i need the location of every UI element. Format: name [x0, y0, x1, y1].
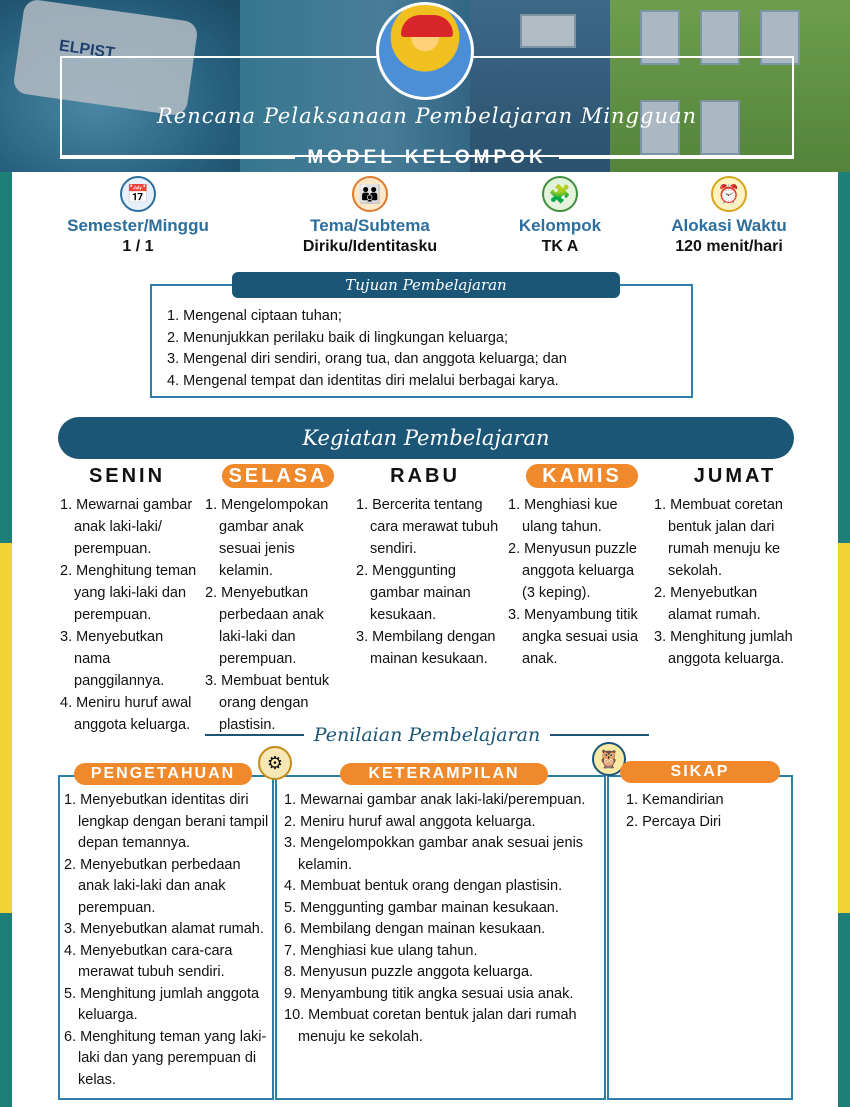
- list-item: 3. Mengenal diri sendiri, orang tua, dan anggota keluarga; dan: [167, 351, 567, 367]
- kegiatan-title: Kegiatan Pembelajaran: [58, 417, 794, 459]
- pengetahuan-list: [64, 790, 274, 1091]
- list-item: 3. Membuat bentuk orang dengan plastisin.: [205, 673, 330, 733]
- list-item: 2. Menghitung teman yang laki-laki dan perempuan.: [60, 563, 197, 623]
- penilaian-title: Penilaian Pembelajaran: [205, 722, 649, 748]
- left-decor-stripe: [0, 170, 12, 1107]
- list-item: 1. Mengelompokan gambar anak sesuai jenis kelamin.: [205, 497, 329, 579]
- list-item: 1. Mewarnai gambar anak laki-laki/ perempuan.: [60, 497, 193, 557]
- list-item: 3. Menyebutkan nama panggilannya.: [60, 629, 165, 689]
- list-item: 4. Mengenal tempat dan identitas diri melalui berbagai karya.: [167, 372, 559, 389]
- list-item: 2. Menyebutkan perbedaan anak laki-laki dan perempuan.: [205, 585, 324, 667]
- list-item: 2. Menyusun puzzle anggota keluarga (3 keping).: [508, 541, 637, 601]
- list-item: 5. Menggunting gambar mainan kesukaan.: [284, 899, 559, 916]
- info-semester: 📅 Semester/Minggu 1 / 1: [52, 176, 224, 256]
- kamis-list: [508, 494, 648, 670]
- pengetahuan-label: PENGETAHUAN: [74, 763, 252, 785]
- list-item: 8. Menyusun puzzle anggota keluarga.: [284, 964, 534, 980]
- list-item: 10. Membuat coretan bentuk jalan dari rumah menuju ke sekolah.: [284, 1007, 577, 1045]
- keterampilan-label: KETERAMPILAN: [340, 763, 548, 785]
- list-item: 2. Menyebutkan perbedaan anak laki-laki dan anak perempuan.: [64, 856, 241, 916]
- group-icon: 🧩: [542, 176, 578, 212]
- brain-gear-icon: ⚙: [258, 746, 292, 780]
- list-item: 2. Menunjukkan perilaku baik di lingkungan keluarga;: [167, 329, 508, 346]
- list-item: 4. Meniru huruf awal anggota keluarga.: [60, 695, 192, 733]
- sikap-list: [626, 790, 786, 833]
- list-item: 6. Membilang dengan mainan kesukaan.: [284, 921, 546, 937]
- day-jumat: JUMAT: [693, 465, 777, 487]
- info-kelompok: 🧩 Kelompok TK A: [505, 176, 615, 256]
- info-tema: 👪 Tema/Subtema Diriku/Identitasku: [272, 176, 468, 256]
- day-rabu: RABU: [390, 465, 460, 487]
- student-photo: [376, 2, 474, 100]
- list-item: 9. Menyambung titik angka sesuai usia anak.: [284, 985, 574, 1002]
- list-item: 3. Menyebutkan alamat rumah.: [64, 921, 264, 937]
- list-item: 3. Membilang dengan mainan kesukaan.: [356, 629, 496, 667]
- list-item: 1. Kemandirian: [626, 792, 724, 808]
- list-item: 2. Menggunting gambar mainan kesukaan.: [356, 563, 471, 623]
- sikap-label: SIKAP: [620, 761, 780, 783]
- senin-list: [60, 494, 200, 736]
- list-item: 1. Membuat coretan bentuk jalan dari rumah menuju ke sekolah.: [654, 497, 783, 579]
- list-item: 1. Bercerita tentang cara merawat tubuh sendiri.: [356, 497, 499, 557]
- list-item: 3. Mengelompokkan gambar anak sesuai jenis kelamin.: [284, 835, 584, 873]
- list-item: 3. Menghitung jumlah anggota keluarga.: [654, 629, 793, 667]
- tujuan-list: [167, 306, 687, 392]
- keterampilan-list: [284, 790, 602, 1048]
- children-icon: 👪: [352, 176, 388, 212]
- list-item: 1. Mewarnai gambar anak laki-laki/perempuan.: [284, 792, 586, 808]
- list-item: 4. Membuat bentuk orang dengan plastisin.: [284, 878, 563, 894]
- list-item: 6. Menghitung teman yang laki-laki dan yang perempuan di kelas.: [64, 1028, 267, 1088]
- school-sign: ELPIST: [12, 0, 199, 117]
- selasa-list: [205, 494, 348, 736]
- alarm-clock-icon: ⏰: [711, 176, 747, 212]
- info-alokasi: ⏰ Alokasi Waktu 120 menit/hari: [656, 176, 802, 256]
- list-item: 1. Mengenal ciptaan tuhan;: [167, 308, 342, 324]
- model-subtitle: MODEL KELOMPOK: [60, 147, 794, 169]
- list-item: 2. Menyebutkan alamat rumah.: [654, 585, 761, 623]
- day-selasa: SELASA: [222, 464, 334, 488]
- list-item: 2. Percaya Diri: [626, 813, 722, 830]
- graduate-owl-icon: 🦉: [592, 742, 626, 776]
- tujuan-title: Tujuan Pembelajaran: [232, 272, 620, 298]
- list-item: 1. Menyebutkan identitas diri lengkap dengan berani tampil depan temannya.: [64, 792, 269, 851]
- page-title: Rencana Pelaksanaan Pembelajaran Mingguan: [156, 104, 698, 128]
- right-decor-stripe: [838, 170, 850, 1107]
- jumat-list: [654, 494, 796, 670]
- day-kamis: KAMIS: [526, 464, 638, 488]
- day-senin: SENIN: [88, 465, 166, 487]
- rabu-list: [356, 494, 502, 670]
- calendar-icon: 📅: [120, 176, 156, 212]
- list-item: 4. Menyebutkan cara-cara merawat tubuh sendiri.: [64, 942, 233, 980]
- list-item: 3. Menyambung titik angka sesuai usia anak.: [508, 607, 639, 667]
- list-item: 2. Meniru huruf awal anggota keluarga.: [284, 813, 536, 830]
- list-item: 5. Menghitung jumlah anggota keluarga.: [64, 985, 260, 1023]
- list-item: 7. Menghiasi kue ulang tahun.: [284, 942, 478, 959]
- list-item: 1. Menghiasi kue ulang tahun.: [508, 497, 618, 535]
